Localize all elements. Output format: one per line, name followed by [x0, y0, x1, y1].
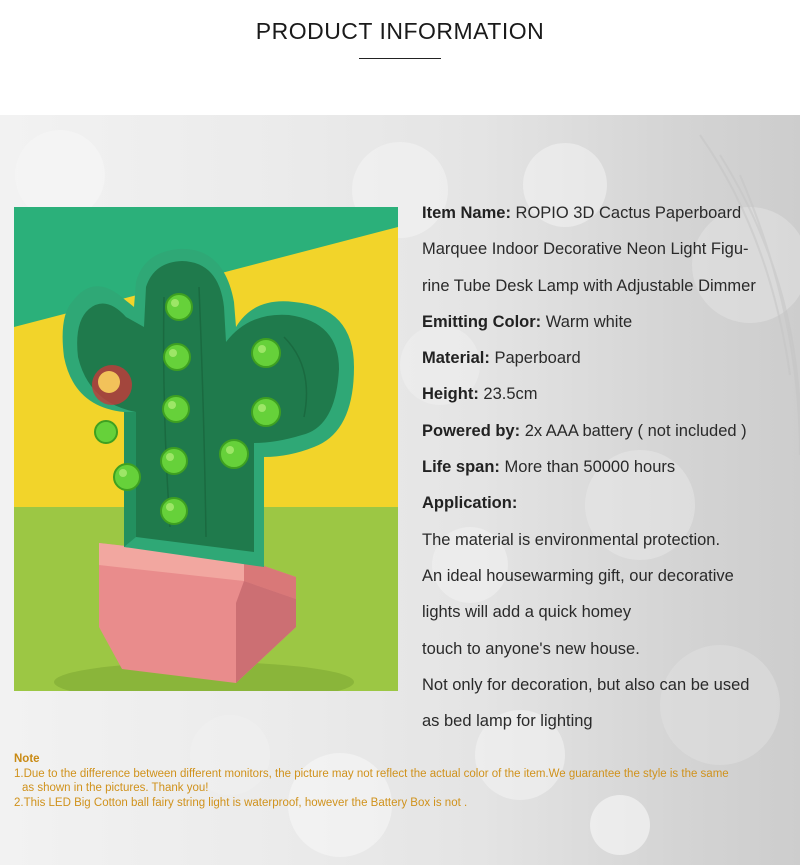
title-underline [359, 58, 441, 59]
spec-item-name-line-1 [422, 195, 798, 231]
note-title: Note [14, 753, 40, 765]
note-line-1: 1.Due to the difference between different monitors, the picture may not reflect the actual color of the item.We guarantee the style is the same [14, 767, 729, 780]
spec-value-emitting-color: Warm white [545, 312, 633, 331]
spec-material [422, 340, 798, 376]
spec-value-powered-by: 2x AAA battery ( not included ) [524, 421, 747, 440]
spec-label-emitting-color: Emitting Color: [422, 312, 542, 331]
spec-label-material: Material: [422, 349, 490, 368]
note-section [14, 752, 794, 810]
spec-height [422, 376, 798, 412]
product-specs [422, 195, 798, 739]
note-line-2: 2.This LED Big Cotton ball fairy string light is waterproof, however the Battery Box is not . [14, 796, 468, 809]
note-line-1-continued: as shown in the pictures. Thank you! [22, 782, 209, 794]
spec-label-powered-by: Powered by: [422, 421, 521, 440]
spec-powered-by [422, 413, 798, 449]
spec-emitting-color [422, 304, 798, 340]
application-line: The material is environmental protection. [422, 530, 721, 549]
spec-value-material: Paperboard [494, 349, 581, 368]
header [0, 0, 800, 115]
application-line: Not only for decoration, but also can be used [422, 675, 750, 694]
spec-value-life-span: More than 50000 hours [504, 458, 676, 477]
application-line: as bed lamp for lighting [422, 712, 593, 731]
spec-label-height: Height: [422, 385, 479, 404]
spec-life-span [422, 449, 798, 485]
application-line: lights will add a quick homey [422, 603, 632, 622]
application-line: An ideal housewarming gift, our decorative [422, 566, 734, 585]
spec-value-item-name: ROPIO 3D Cactus Paperboard [515, 204, 742, 222]
spec-label-application: Application: [422, 494, 518, 513]
page-title: PRODUCT INFORMATION [255, 18, 545, 44]
cactus-lamp-illustration [14, 207, 398, 691]
application-line: touch to anyone's new house. [422, 639, 640, 658]
product-info-panel [0, 115, 800, 865]
spec-label-life-span: Life span: [422, 458, 500, 477]
product-photo [14, 207, 398, 691]
spec-label-item-name: Item Name: [422, 204, 511, 222]
spec-item-name-line-2: Marquee Indoor Decorative Neon Light Figu- [422, 240, 749, 259]
spec-item-name-line-3: rine Tube Desk Lamp with Adjustable Dimmer [422, 276, 756, 295]
spec-application [422, 485, 798, 521]
spec-value-height: 23.5cm [483, 385, 538, 404]
